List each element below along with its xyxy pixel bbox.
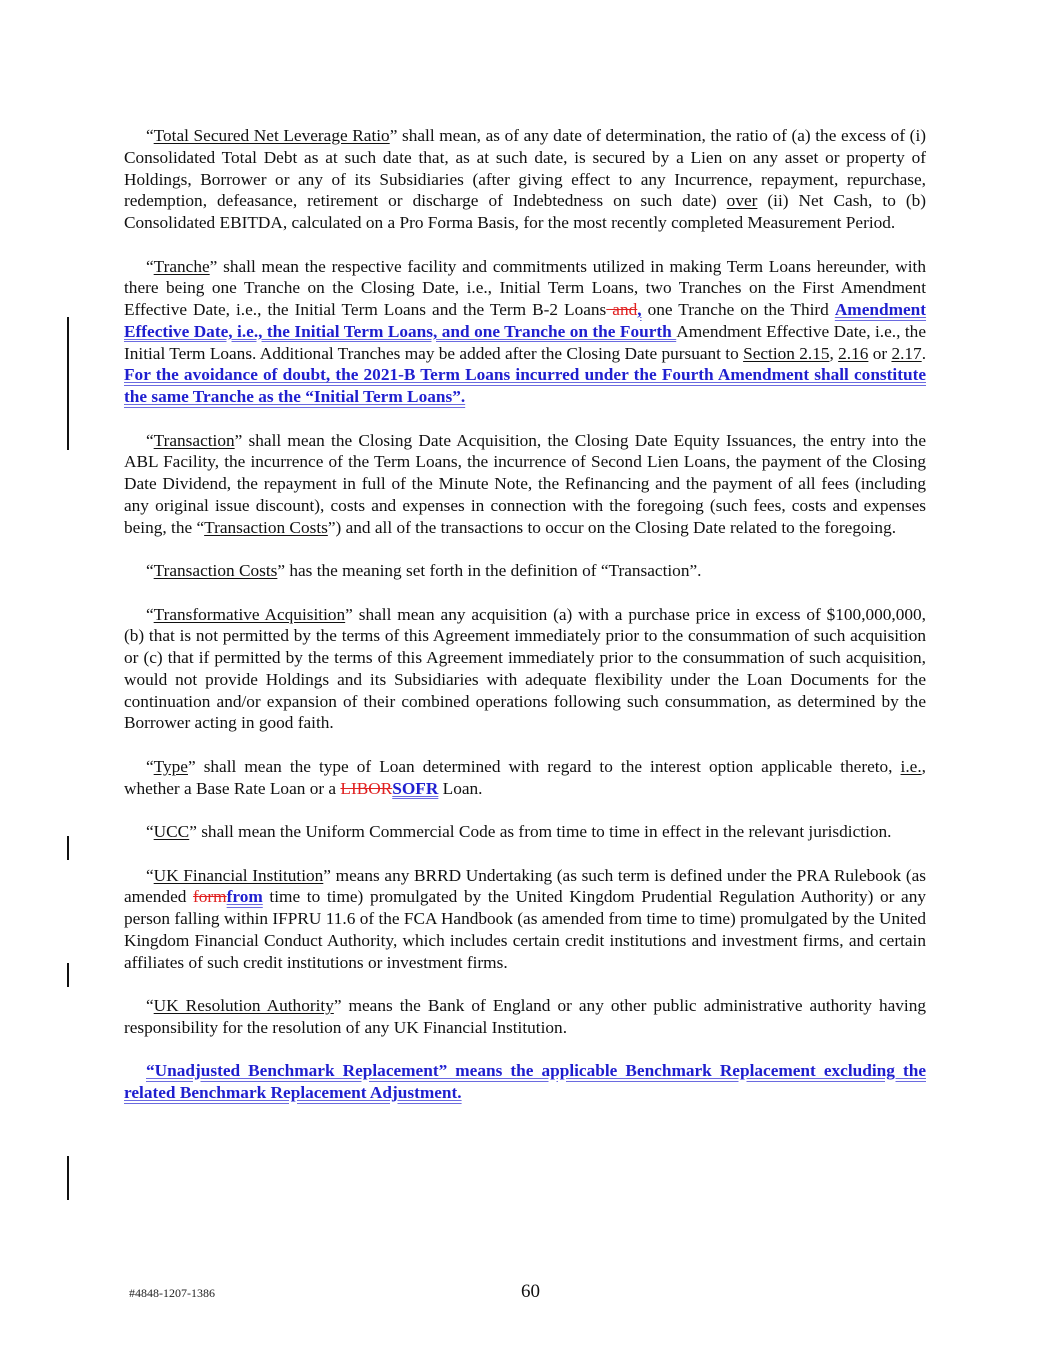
change-bar-uk-financial-institution	[67, 963, 69, 987]
defined-term: Transaction Costs	[153, 561, 278, 580]
defined-term: Transaction	[153, 430, 235, 450]
deleted-text: LIBOR	[340, 778, 393, 798]
definition-type: “Type” shall mean the type of Loan determined with regard to the interest option applicable thereto, i.e., whether a Base Rate Loan or a LIBORSOFR Loan.	[124, 756, 926, 798]
definition-uk-financial-institution: “UK Financial Institution” means any BRRD Undertaking (as such term is defined under the PRA Rulebook (as amended formfrom time to time) promulgated by the United Kingdom Prudential Regulation Authority) or any person falling within IFPRU 11.6 of the FCA Handbook (as amended from time to time) promulgated by the United Kingdom Financial Conduct Authority, which includes certain credit institutions and investment firms, and certain affiliates of such credit institutions or investment firms.	[124, 865, 926, 972]
inserted-text: SOFR	[392, 778, 439, 798]
definition-uk-resolution-authority: “UK Resolution Authority” means the Bank of England or any other public administrative authority having responsibility for the resolution of any UK Financial Institution.	[124, 996, 926, 1037]
inserted-text: Amendment Effective Date, i.e., the Initial Term Loans, and one Tranche on the Fourth	[124, 300, 927, 341]
inserted-text: from	[226, 887, 263, 907]
section-reference: 2.16	[838, 343, 869, 363]
defined-term: Transaction Costs	[204, 517, 328, 537]
change-bar-tranche	[67, 317, 69, 450]
change-bar-type	[67, 836, 69, 860]
definition-total-secured-net-leverage-ratio: “Total Secured Net Leverage Ratio” shall mean, as of any date of determination, the ratio of (a) the excess of (i) Consolidated Total Debt as at such date that, as at such date, is secured by a Lien on any asset or property of Holdings, Borrower or any of its Subsidiaries (after giving effect to any Incurrence, repayment, repurchase, redemption, defeasance, retirement or discharge of Indebtedness on such date) over (ii) Net Cash, to (b) Consolidated EBITDA, calculated on a Pro Forma Basis, for the most recently completed Measurement Period.	[124, 126, 926, 232]
definition-unadjusted-benchmark-replacement	[124, 1060, 926, 1104]
deleted-text: and	[606, 300, 638, 319]
deleted-text: form	[193, 887, 227, 907]
defined-term: Transformative Acquisition	[153, 604, 346, 624]
page-number: 60	[521, 1281, 540, 1302]
definition-transformative-acquisition: “Transformative Acquisition” shall mean any acquisition (a) with a purchase price in excess of $100,000,000, (b) that is not permitted by the terms of this Agreement immediately prior to the consummation of such acquisition or (c) that if permitted by the terms of this Agreement immediately prior to the consummation of such acquisition, would not provide Holdings and its Subsidiaries with adequate flexibility under the Loan Documents for the continuation and/or expansion of their combined operations following such consummation, as determined by the Borrower acting in good faith.	[124, 604, 926, 733]
definition-transaction: “Transaction” shall mean the Closing Date Acquisition, the Closing Date Equity Issuances, the entry into the ABL Facility, the incurrence of the Term Loans, the incurrence of Second Lien Loans, the payment of the Closing Date Dividend, the repayment in full of the Minute Note, the Refinancing and the payment of all fees (including any original issue discount), costs and expenses in connection with the foregoing (such fees, costs and expenses being, the “Transaction Costs”) and all of the transactions to occur on the Closing Date related to the foregoing.	[124, 430, 926, 537]
defined-term: UCC	[153, 822, 190, 841]
document-id: #4848-1207-1386	[129, 1286, 215, 1300]
defined-term: Total Secured Net Leverage Ratio	[153, 126, 390, 145]
defined-term: UK Financial Institution	[153, 865, 324, 885]
document-page	[124, 125, 926, 1126]
defined-term: Tranche	[153, 256, 210, 276]
definition-tranche: “Tranche” shall mean the respective facility and commitments utilized in making Term Loans hereunder, with there being one Tranche on the Closing Date, i.e., Initial Term Loans, two Tranches on the First Amendment Effective Date, i.e., the Initial Term Loans and the Term B-2 Loans and, one Tranche on the Third Amendment Effective Date, i.e., the Initial Term Loans, and one Tranche on the Fourth Amendment Effective Date, i.e., the Initial Term Loans. Additional Tranches may be added after the Closing Date pursuant to Section 2.15, 2.16 or 2.17. For the avoidance of doubt, the 2021-B Term Loans incurred under the Fourth Amendment shall constitute the same Tranche as the “Initial Term Loans”.	[124, 256, 927, 406]
section-reference: Section 2.15	[743, 343, 830, 363]
definition-ucc: “UCC” shall mean the Uniform Commercial Code as from time to time in effect in the relevant jurisdiction.	[146, 822, 892, 841]
section-reference: 2.17	[891, 343, 922, 363]
change-bar-unadjusted-benchmark	[67, 1156, 69, 1200]
inserted-text: “Unadjusted Benchmark Replacement” means the applicable Benchmark Replacement excluding the related Benchmark Replacement Adjustment.	[124, 1061, 926, 1102]
definition-transaction-costs: “Transaction Costs” has the meaning set forth in the definition of “Transaction”.	[146, 561, 702, 580]
defined-term: Type	[153, 756, 188, 776]
defined-term: UK Resolution Authority	[153, 996, 334, 1015]
inserted-text: For the avoidance of doubt, the 2021-B Term Loans incurred under the Fourth Amendment shall constitute the same Tranche as the “Initial Term Loans”.	[124, 365, 926, 406]
inserted-text: ,	[637, 300, 642, 319]
